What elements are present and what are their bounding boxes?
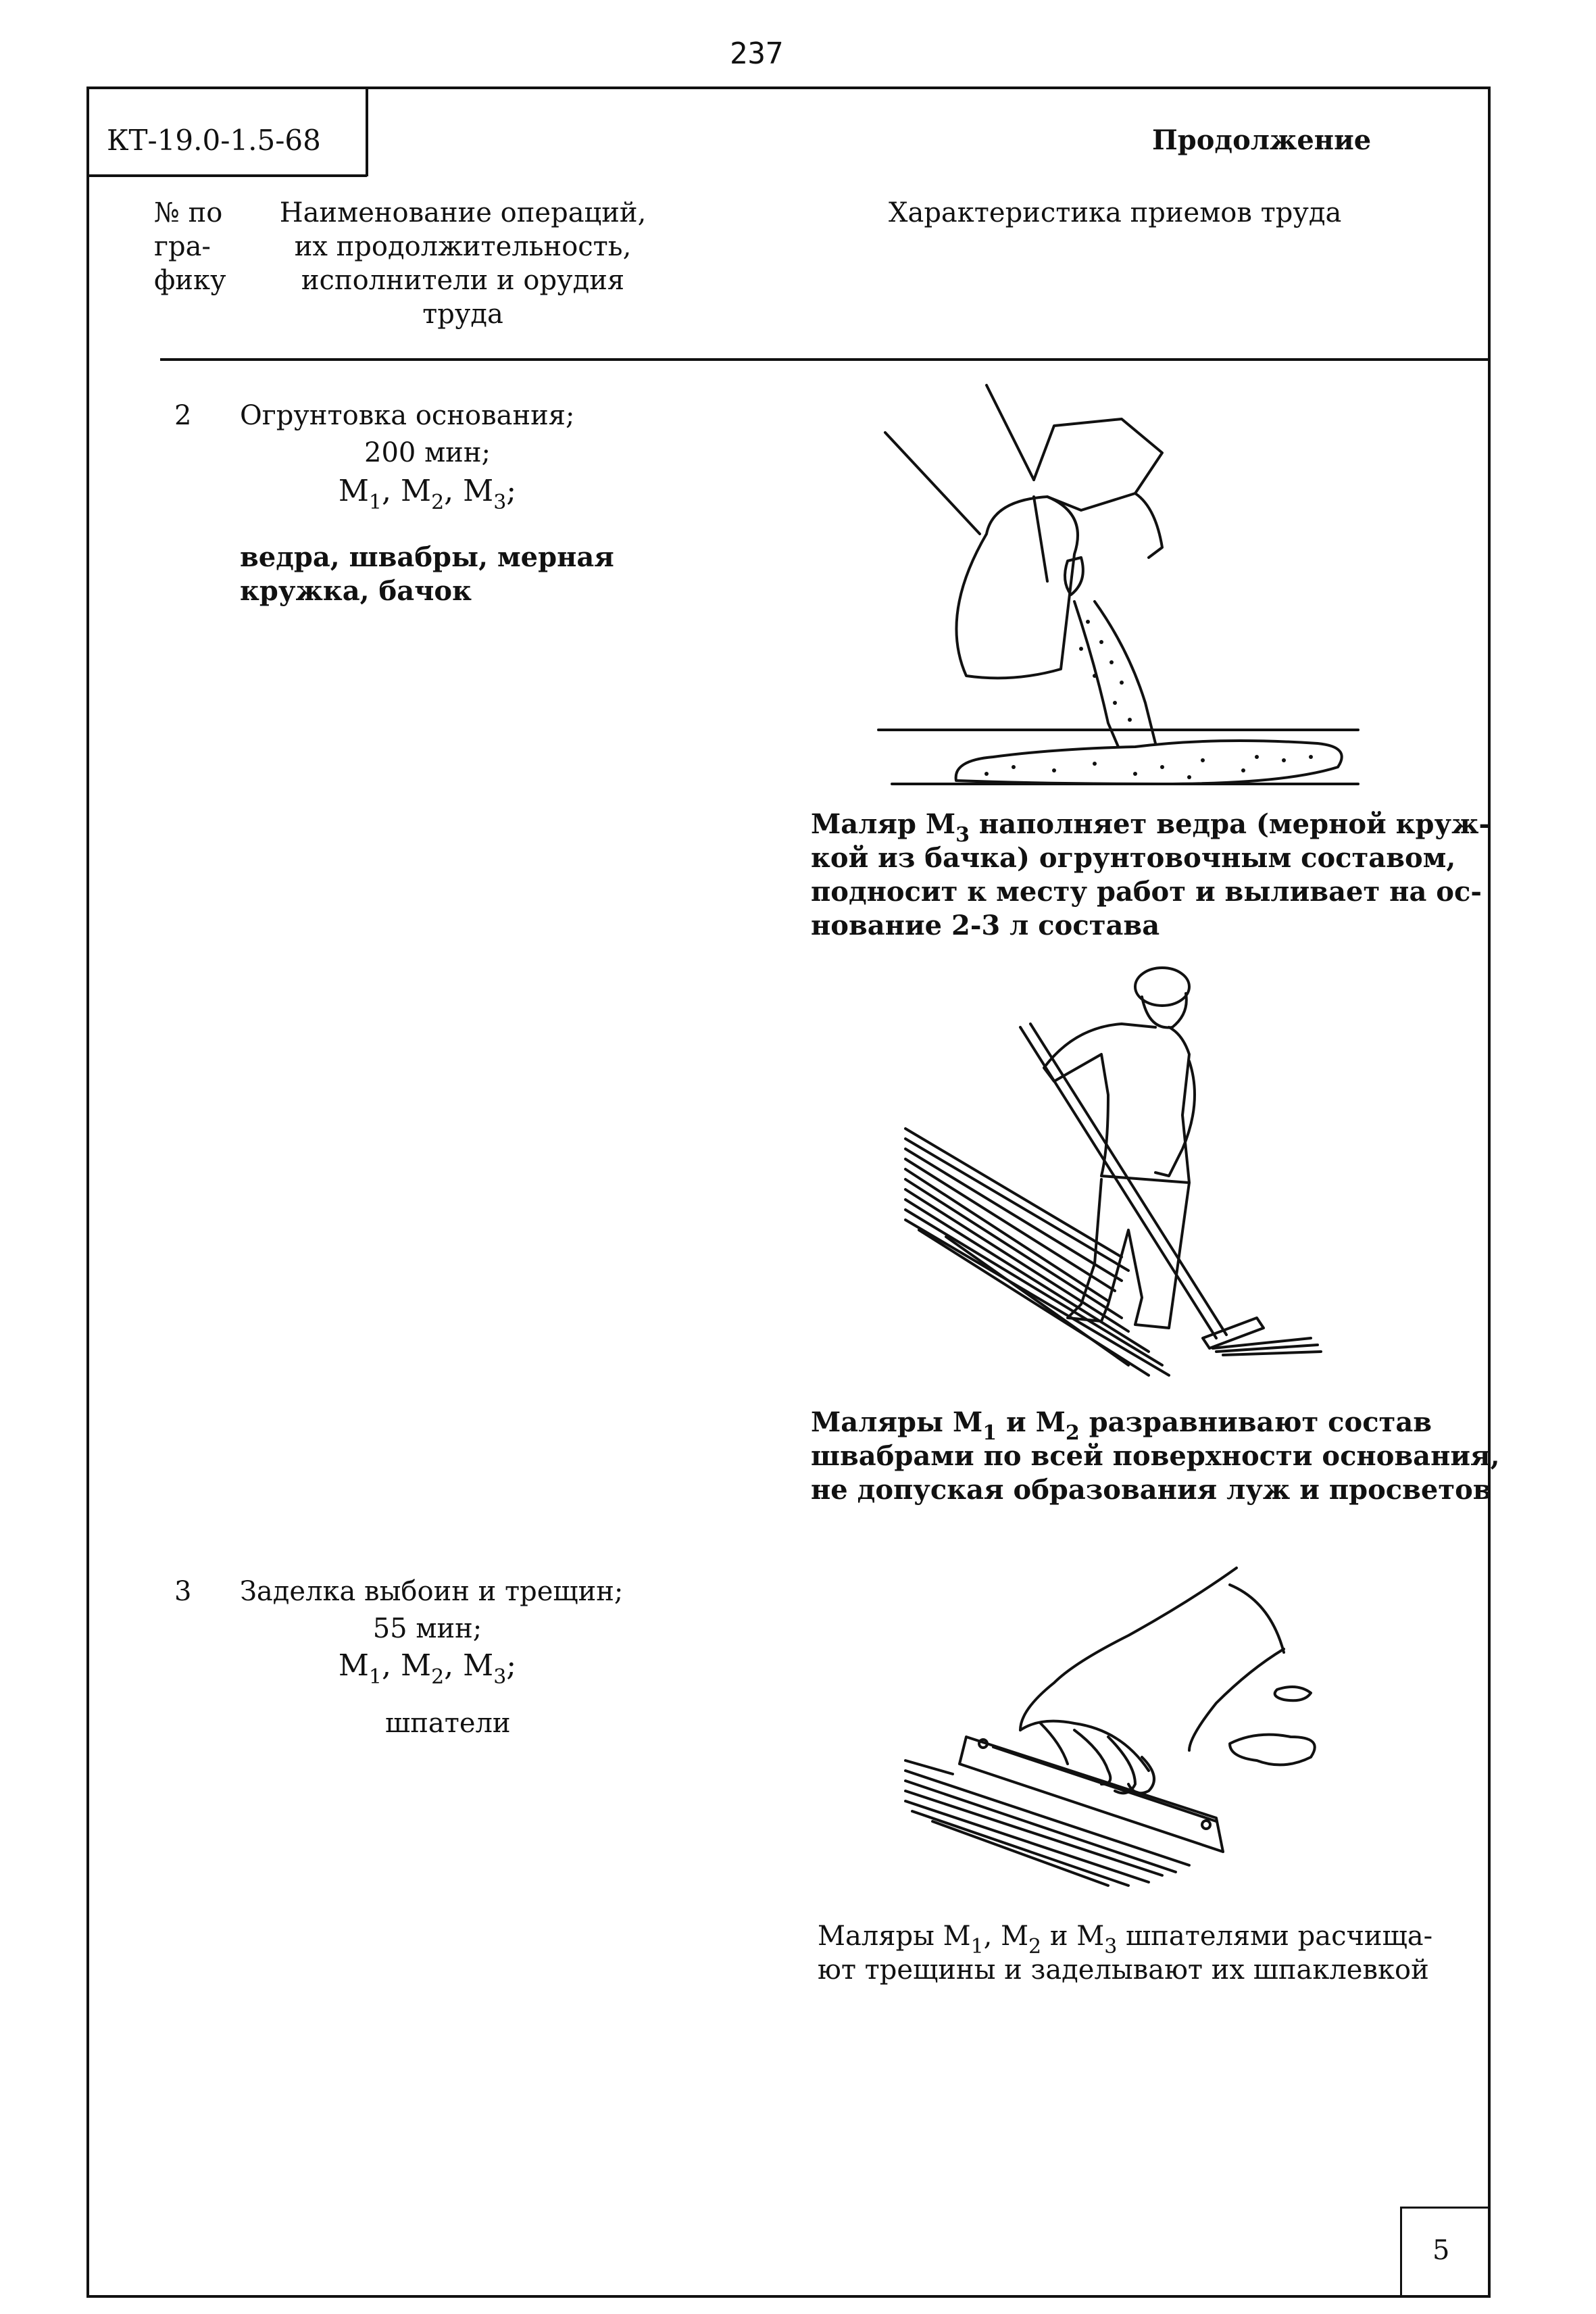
- doc-code: КТ-19.0-1.5-68: [107, 124, 321, 157]
- operation-workers: $М_1$, $М_2$, $М_3$;: [338, 474, 517, 514]
- bucket-pouring-illustration: [878, 378, 1392, 797]
- figure-caption: Маляры $М_1$ и $М_2$ разравнивают состав швабрами по всей поверхности основания, не допуская образования луж и просветов: [811, 1406, 1500, 1506]
- header-divider: [160, 358, 1488, 361]
- hand-with-spatula-illustration: [905, 1568, 1351, 1892]
- figure-caption: Маляр $М_3$ наполняет ведра (мерной круж- кой из бачка) огрунтовочным составом, подносит к месту работ и выливает на ос- нование 2-3 л состава: [811, 808, 1491, 941]
- operation-number: 2: [174, 400, 192, 431]
- operation-duration: 200 мин;: [364, 437, 491, 468]
- operation-tools: ведра, швабры, мерная кружка, бачок: [240, 541, 614, 607]
- operation-number: 3: [174, 1576, 192, 1607]
- continuation-label: Продолжение: [1152, 124, 1372, 156]
- worker-with-mop-illustration: [905, 960, 1324, 1379]
- operation-tools: шпатели: [385, 1708, 511, 1739]
- operation-duration: 55 мин;: [372, 1613, 482, 1644]
- col2-header: Наименование операций, их продолжительность, исполнители и орудия труда: [279, 197, 647, 330]
- operation-workers: $М_1$, $М_2$, $М_3$;: [338, 1648, 517, 1689]
- page-number: 237: [730, 36, 784, 71]
- col1-header: № по гра- фику: [154, 197, 226, 296]
- figure-caption: Маляры $М_1$, $М_2$ и $М_3$ шпателями расчища- ют трещины и заделывают их шпаклевкой: [818, 1921, 1433, 1986]
- sheet-number: 5: [1432, 2235, 1450, 2266]
- operation-name: Огрунтовка основания;: [240, 400, 575, 431]
- operation-name: Заделка выбоин и трещин;: [240, 1576, 624, 1607]
- col3-header: Характеристика приемов труда: [889, 197, 1342, 228]
